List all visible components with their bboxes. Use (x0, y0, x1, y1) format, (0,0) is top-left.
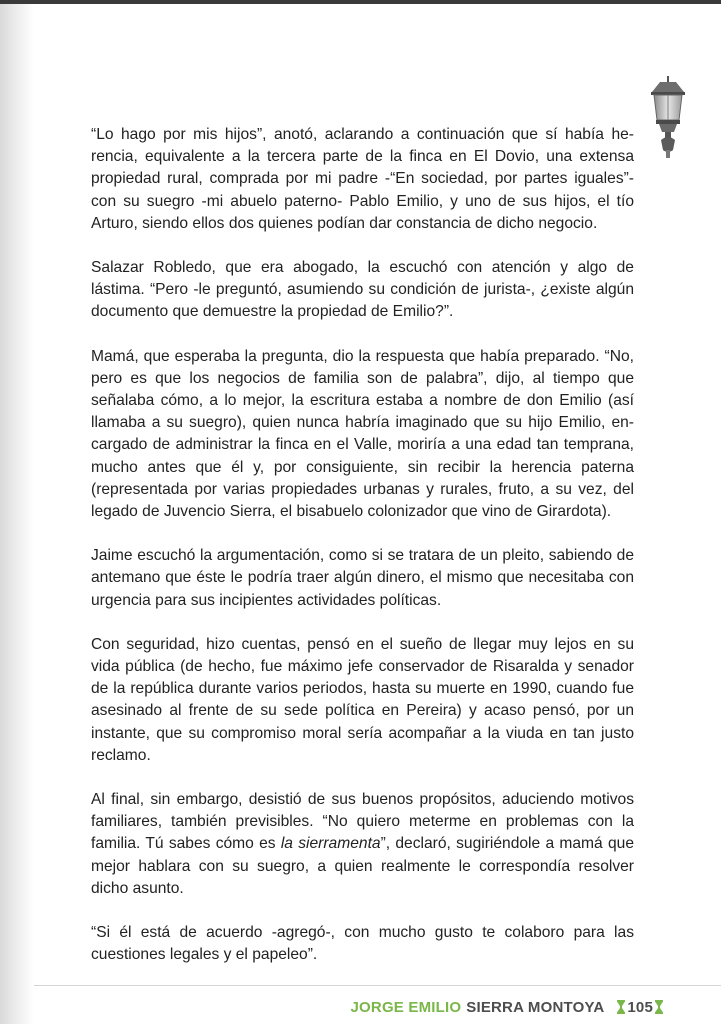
paragraph-text: Salazar Robledo, que era abogado, la escuchó con atención y algo de lástima. “Pero -le preguntó, asumiendo su condición de jurista-, ¿existe algún documento que demuestre la propiedad de Emilio?”. (91, 259, 634, 321)
paragraph-text: Mamá, que esperaba la pregunta, dio la respuesta que había preparado. “No, pero es que los negocios de familia son de palabra”, dijo, al tiempo que señalaba cómo, a lo mejor, la escritura estaba a nombre de don Emilio (así llamaba a su suegro), quien nunca habría imaginado que su hijo Emilio, encargado de administrar la finca en el Valle, moriría a una edad tan temprana, mucho antes que él y, por consiguiente, sin recibir la herencia paterna (representada por varias propiedades urbanas y rurales, fruto, a su vez, del legado de Juvencio Sierra, el bisabuelo colonizador que vino de Girardota). (91, 347, 634, 521)
page-edge-shadow (0, 4, 34, 1024)
top-bar (0, 0, 721, 4)
hourglass-icon (655, 1000, 663, 1014)
street-lamp-icon (648, 76, 688, 158)
paragraph (91, 789, 634, 900)
page-number: 105 (627, 998, 653, 1016)
author-last-name: SIERRA MONTOYA (466, 998, 605, 1016)
body-text (91, 124, 634, 967)
paragraph (91, 346, 634, 524)
running-footer (351, 996, 664, 1018)
paragraph-text: Al final, sin embargo, desistió de sus buenos propósitos, aduciendo motivos familiares, también previsibles. “No quiero meterme en problemas con la familia. Tú sabes cómo es (91, 791, 634, 853)
paragraph-text: ”, declaró, sugiriéndole a mamá que mejor hablara con su suegro, a quien realmente le correspondía resolver dicho asunto. (91, 835, 634, 897)
paragraph-text: “Si él está de acuerdo -agregó-, con mucho gusto te colaboro para las cuestiones legales y el papeleo”. (91, 924, 634, 964)
paragraph-text: Jaime escuchó la argumentación, como si se tratara de un pleito, sabiendo de antemano que éste le podría traer algún dinero, el mismo que necesitaba con urgencia para sus incipientes actividades políticas. (91, 547, 634, 609)
author-first-name: JORGE EMILIO (350, 998, 462, 1016)
paragraph (91, 545, 634, 612)
paragraph (91, 124, 634, 235)
paragraph (91, 257, 634, 324)
paragraph (91, 922, 634, 966)
hourglass-icon (617, 1000, 625, 1014)
italic-phrase: la sierramenta (280, 835, 381, 853)
paragraph-text: Con seguridad, hizo cuentas, pensó en el sueño de llegar muy lejos en su vida pública (de hecho, fue máximo jefe conservador de Risaralda y senador de la república durante varios periodos, hasta su muerte en 1990, cuando fue asesinado al frente de su sede política en Pereira) y acaso pensó, por un instante, que su compromiso moral sería acompañar a la viuda en tan justo reclamo. (91, 635, 634, 764)
paragraph (91, 634, 634, 767)
page-number-group (617, 999, 663, 1016)
footer-divider (34, 985, 721, 986)
paragraph-text: “Lo hago por mis hijos”, anotó, aclarando a continuación que sí había herencia, equivalente a la tercera parte de la finca en El Dovio, una extensa propiedad rural, comprada por mi padre -“En sociedad, por partes iguales”- con su suegro -mi abuelo paterno- Pablo Emilio, y uno de sus hijos, el tío Arturo, siendo ellos dos quienes podían dar constancia de dicho negocio. (91, 126, 634, 232)
